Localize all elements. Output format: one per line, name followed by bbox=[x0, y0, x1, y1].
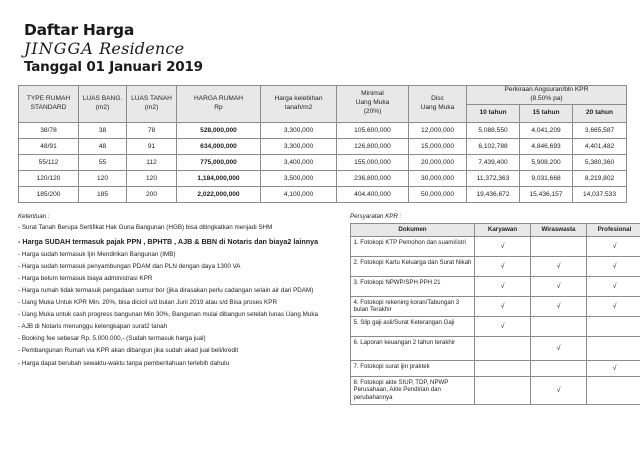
col-angsuran-line2: (8.50% pa) bbox=[530, 94, 563, 102]
cell-angsuran-10: 6,102,788 bbox=[467, 138, 520, 154]
col-harga-kelebihan-line2: tanah/m2 bbox=[284, 103, 313, 111]
check-karyawan: √ bbox=[475, 236, 531, 256]
check-wiraswasta: √ bbox=[531, 256, 587, 276]
table-row bbox=[351, 316, 640, 336]
table-row bbox=[351, 296, 640, 316]
cell-angsuran-15: 5,908,200 bbox=[520, 154, 573, 170]
cell-angsuran-10: 19,436,672 bbox=[467, 186, 520, 202]
cell-harga-kelebihan: 3,300,000 bbox=[261, 138, 337, 154]
cell-luas-bangunan: 48 bbox=[79, 138, 127, 154]
col-disc-uang-muka bbox=[409, 85, 467, 122]
table-row bbox=[19, 154, 627, 170]
col-type-rumah-line2: STANDARD bbox=[30, 103, 67, 111]
cell-angsuran-10: 5,088,550 bbox=[467, 122, 520, 138]
col-harga-kelebihan-line1: Harga kelebihan bbox=[274, 94, 323, 102]
requirements-header-row bbox=[351, 223, 640, 236]
col-luas-tanah bbox=[127, 85, 177, 122]
cell-angsuran-10: 11,372,363 bbox=[467, 170, 520, 186]
list-item: - Harga sudah termasuk penyambungan PDAM dan PLN dengan daya 1300 VA bbox=[18, 262, 241, 270]
col-harga-rumah bbox=[177, 85, 261, 122]
cell-angsuran-20: 4,401,482 bbox=[573, 138, 627, 154]
check-karyawan bbox=[475, 376, 531, 404]
cell-minimal-uang-muka: 236,800,000 bbox=[337, 170, 409, 186]
table-row bbox=[19, 122, 627, 138]
cell-luas-tanah: 112 bbox=[127, 154, 177, 170]
table-row bbox=[351, 236, 640, 256]
check-karyawan: √ bbox=[475, 276, 531, 296]
terms-section bbox=[18, 213, 336, 405]
check-karyawan: √ bbox=[475, 256, 531, 276]
list-item: - Booking fee sebesar Rp. 5.000.000,- (Sudah termasuk harga jual) bbox=[18, 335, 206, 343]
col-wiraswasta: Wiraswasta bbox=[531, 223, 587, 236]
cell-luas-tanah: 91 bbox=[127, 138, 177, 154]
list-item: - Harga dapat berubah sewaktu-waktu tanpa pemberitahuan terlebih dahulu bbox=[18, 359, 230, 367]
requirements-section bbox=[350, 213, 640, 405]
table-row bbox=[351, 276, 640, 296]
page-title: Daftar Harga bbox=[24, 21, 135, 39]
col-angsuran-20-tahun: 20 tahun bbox=[573, 104, 627, 122]
cell-type: 48/91 bbox=[19, 138, 79, 154]
check-wiraswasta: √ bbox=[531, 376, 587, 404]
cell-minimal-uang-muka: 404,400,000 bbox=[337, 186, 409, 202]
cell-harga-kelebihan: 3,400,000 bbox=[261, 154, 337, 170]
cell-luas-bangunan: 38 bbox=[79, 122, 127, 138]
cell-luas-bangunan: 55 bbox=[79, 154, 127, 170]
col-minimal-line2: Uang Muka bbox=[355, 99, 390, 107]
cell-angsuran-20: 14,037,533 bbox=[573, 186, 627, 202]
check-karyawan: √ bbox=[475, 316, 531, 336]
check-karyawan: √ bbox=[475, 296, 531, 316]
list-item: - Harga SUDAH termasuk pajak PPN , BPHTB , AJB & BBN di Notaris dan biaya2 lainnya bbox=[18, 236, 319, 246]
list-item: - Surat Tanah Berupa Sertifikat Hak Guna Bangunan (HGB) bisa ditingkatkan menjadi SHM bbox=[18, 224, 273, 232]
cell-dokumen: 4. Fotokopi rekening koran/Tabungan 3 bulan Terakhir bbox=[351, 296, 475, 316]
cell-harga-rumah: 775,000,000 bbox=[177, 154, 261, 170]
cell-angsuran-15: 4,846,693 bbox=[520, 138, 573, 154]
requirements-table-body bbox=[351, 236, 640, 404]
cell-harga-kelebihan: 3,300,000 bbox=[261, 122, 337, 138]
project-name bbox=[24, 40, 626, 59]
cell-luas-tanah: 200 bbox=[127, 186, 177, 202]
col-luas-bangunan bbox=[79, 85, 127, 122]
table-row bbox=[351, 336, 640, 360]
col-profesional: Profesional bbox=[587, 223, 640, 236]
cell-dokumen: 3. Fotokopi NPWP/SPH PPH 21 bbox=[351, 276, 475, 296]
table-row bbox=[19, 138, 627, 154]
list-item: - Uang Muka untuk cash progress bangunan Min 30%, Bangunan mulai dibangun setelah lunas Uang Muka bbox=[18, 311, 318, 319]
col-minimal-line3: (20%) bbox=[363, 108, 382, 116]
cell-dokumen: 6. Laporan keuangan 2 tahun terakhir bbox=[351, 336, 475, 360]
list-item: - Harga rumah tidak termasuk pengadaan sumur bor (jika dirasakan perlu cadangan selain air dari PDAM) bbox=[18, 286, 314, 294]
col-karyawan: Karyawan bbox=[475, 223, 531, 236]
cell-dokumen: 7. Fotokopi surat ijin praktek bbox=[351, 360, 475, 376]
list-item: - Harga belum termasuk biaya administrasi KPR bbox=[18, 274, 153, 282]
cell-luas-tanah: 78 bbox=[127, 122, 177, 138]
col-luas-bangunan-line2: (m2) bbox=[95, 103, 110, 111]
check-profesional bbox=[587, 336, 640, 360]
cell-angsuran-15: 15,436,157 bbox=[520, 186, 573, 202]
lower-section bbox=[18, 212, 632, 405]
cell-disc-uang-muka: 30,000,000 bbox=[409, 170, 467, 186]
cell-luas-tanah: 120 bbox=[127, 170, 177, 186]
cell-harga-rumah: 2,022,000,000 bbox=[177, 186, 261, 202]
col-harga-rumah-line2: Rp bbox=[214, 103, 223, 111]
check-karyawan bbox=[475, 360, 531, 376]
col-harga-rumah-line1: HARGA RUMAH bbox=[193, 94, 244, 102]
cell-harga-kelebihan: 4,100,000 bbox=[261, 186, 337, 202]
col-luas-tanah-line1: LUAS TANAH bbox=[131, 94, 172, 102]
cell-type: 55/112 bbox=[19, 154, 79, 170]
cell-disc-uang-muka: 20,000,000 bbox=[409, 154, 467, 170]
col-disc-line1: Disc bbox=[431, 94, 444, 102]
cell-minimal-uang-muka: 105,600,000 bbox=[337, 122, 409, 138]
cell-angsuran-20: 5,380,360 bbox=[573, 154, 627, 170]
col-minimal-line1: Minimal bbox=[361, 90, 384, 98]
list-item: - Pembangunan Rumah via KPR akan dibangun jika sudah akad jual beli/kredit bbox=[18, 347, 239, 355]
check-profesional: √ bbox=[587, 236, 640, 256]
check-profesional: √ bbox=[587, 256, 640, 276]
cell-dokumen: 8. Fotokopi akte SIUP, TDP, NPWP Perusahaan, Akte Pendirian dan perubahannya bbox=[351, 376, 475, 404]
terms-heading: Ketentuan : bbox=[18, 212, 50, 220]
check-wiraswasta: √ bbox=[531, 276, 587, 296]
col-disc-line2: Uang Muka bbox=[420, 103, 455, 111]
table-row bbox=[351, 360, 640, 376]
cell-minimal-uang-muka: 155,000,000 bbox=[337, 154, 409, 170]
list-item: - Uang Muka Untuk KPR Min. 20%, bisa dicicil s/d bulan Juni 2019 atau s/d Bisa proses KPR bbox=[18, 298, 277, 306]
check-wiraswasta bbox=[531, 316, 587, 336]
cell-dokumen: 5. Slip gaji asli/Surat Keterangan Gaji bbox=[351, 316, 475, 336]
cell-disc-uang-muka: 15,000,000 bbox=[409, 138, 467, 154]
cell-type: 38/78 bbox=[19, 122, 79, 138]
check-profesional: √ bbox=[587, 296, 640, 316]
col-angsuran-line1: Perkiraan Angsuran/bln KPR bbox=[504, 85, 589, 93]
check-wiraswasta bbox=[531, 236, 587, 256]
col-angsuran-15-tahun: 15 tahun bbox=[520, 104, 573, 122]
price-table bbox=[18, 85, 627, 203]
cell-angsuran-15: 9,031,668 bbox=[520, 170, 573, 186]
cell-harga-rumah: 528,000,000 bbox=[177, 122, 261, 138]
table-row bbox=[19, 186, 627, 202]
cell-minimal-uang-muka: 126,800,000 bbox=[337, 138, 409, 154]
col-luas-tanah-line2: (m2) bbox=[144, 103, 159, 111]
price-table-header-row-1 bbox=[19, 85, 627, 104]
table-row bbox=[351, 376, 640, 404]
check-wiraswasta bbox=[531, 360, 587, 376]
requirements-table bbox=[350, 223, 640, 405]
col-type-rumah-line1: TYPE RUMAH bbox=[26, 94, 71, 102]
check-karyawan bbox=[475, 336, 531, 360]
cell-disc-uang-muka: 12,000,000 bbox=[409, 122, 467, 138]
col-type-rumah bbox=[19, 85, 79, 122]
project-name-suffix: Residence bbox=[99, 39, 185, 59]
cell-dokumen: 1. Fotokopi KTP Pemohon dan suami/istri bbox=[351, 236, 475, 256]
col-dokumen: Dokumen bbox=[351, 223, 475, 236]
price-table-body bbox=[19, 122, 627, 202]
check-profesional: √ bbox=[587, 360, 640, 376]
cell-disc-uang-muka: 50,000,000 bbox=[409, 186, 467, 202]
cell-harga-kelebihan: 3,500,000 bbox=[261, 170, 337, 186]
cell-luas-bangunan: 185 bbox=[79, 186, 127, 202]
cell-angsuran-15: 4,041,209 bbox=[520, 122, 573, 138]
table-row bbox=[19, 170, 627, 186]
check-profesional bbox=[587, 376, 640, 404]
cell-harga-rumah: 1,184,000,000 bbox=[177, 170, 261, 186]
col-angsuran-10-tahun: 10 tahun bbox=[467, 104, 520, 122]
check-wiraswasta: √ bbox=[531, 296, 587, 316]
price-date: Tanggal 01 Januari 2019 bbox=[24, 59, 203, 76]
title-block bbox=[24, 22, 626, 76]
cell-harga-rumah: 634,000,000 bbox=[177, 138, 261, 154]
cell-angsuran-20: 3,665,587 bbox=[573, 122, 627, 138]
cell-luas-bangunan: 120 bbox=[79, 170, 127, 186]
col-harga-kelebihan-tanah bbox=[261, 85, 337, 122]
col-angsuran-group bbox=[467, 85, 627, 104]
check-profesional bbox=[587, 316, 640, 336]
cell-type: 185/200 bbox=[19, 186, 79, 202]
table-row bbox=[351, 256, 640, 276]
col-minimal-uang-muka bbox=[337, 85, 409, 122]
cell-type: 120/120 bbox=[19, 170, 79, 186]
project-name-prefix: JINGGA bbox=[24, 39, 94, 59]
requirements-heading: Persyaratan KPR : bbox=[350, 212, 402, 220]
check-profesional: √ bbox=[587, 276, 640, 296]
col-luas-bangunan-line1: LUAS BANG. bbox=[82, 94, 123, 102]
cell-angsuran-10: 7,439,400 bbox=[467, 154, 520, 170]
cell-dokumen: 2. Fotokopi Kartu Keluarga dan Surat Nikah bbox=[351, 256, 475, 276]
cell-angsuran-20: 8,219,802 bbox=[573, 170, 627, 186]
list-item: - AJB di Notaris menunggu kelengkapan surat2 tanah bbox=[18, 323, 168, 331]
list-item: - Harga sudah termasuk Ijin Mendirikan Bangunan (IMB) bbox=[18, 250, 176, 258]
check-wiraswasta: √ bbox=[531, 336, 587, 360]
